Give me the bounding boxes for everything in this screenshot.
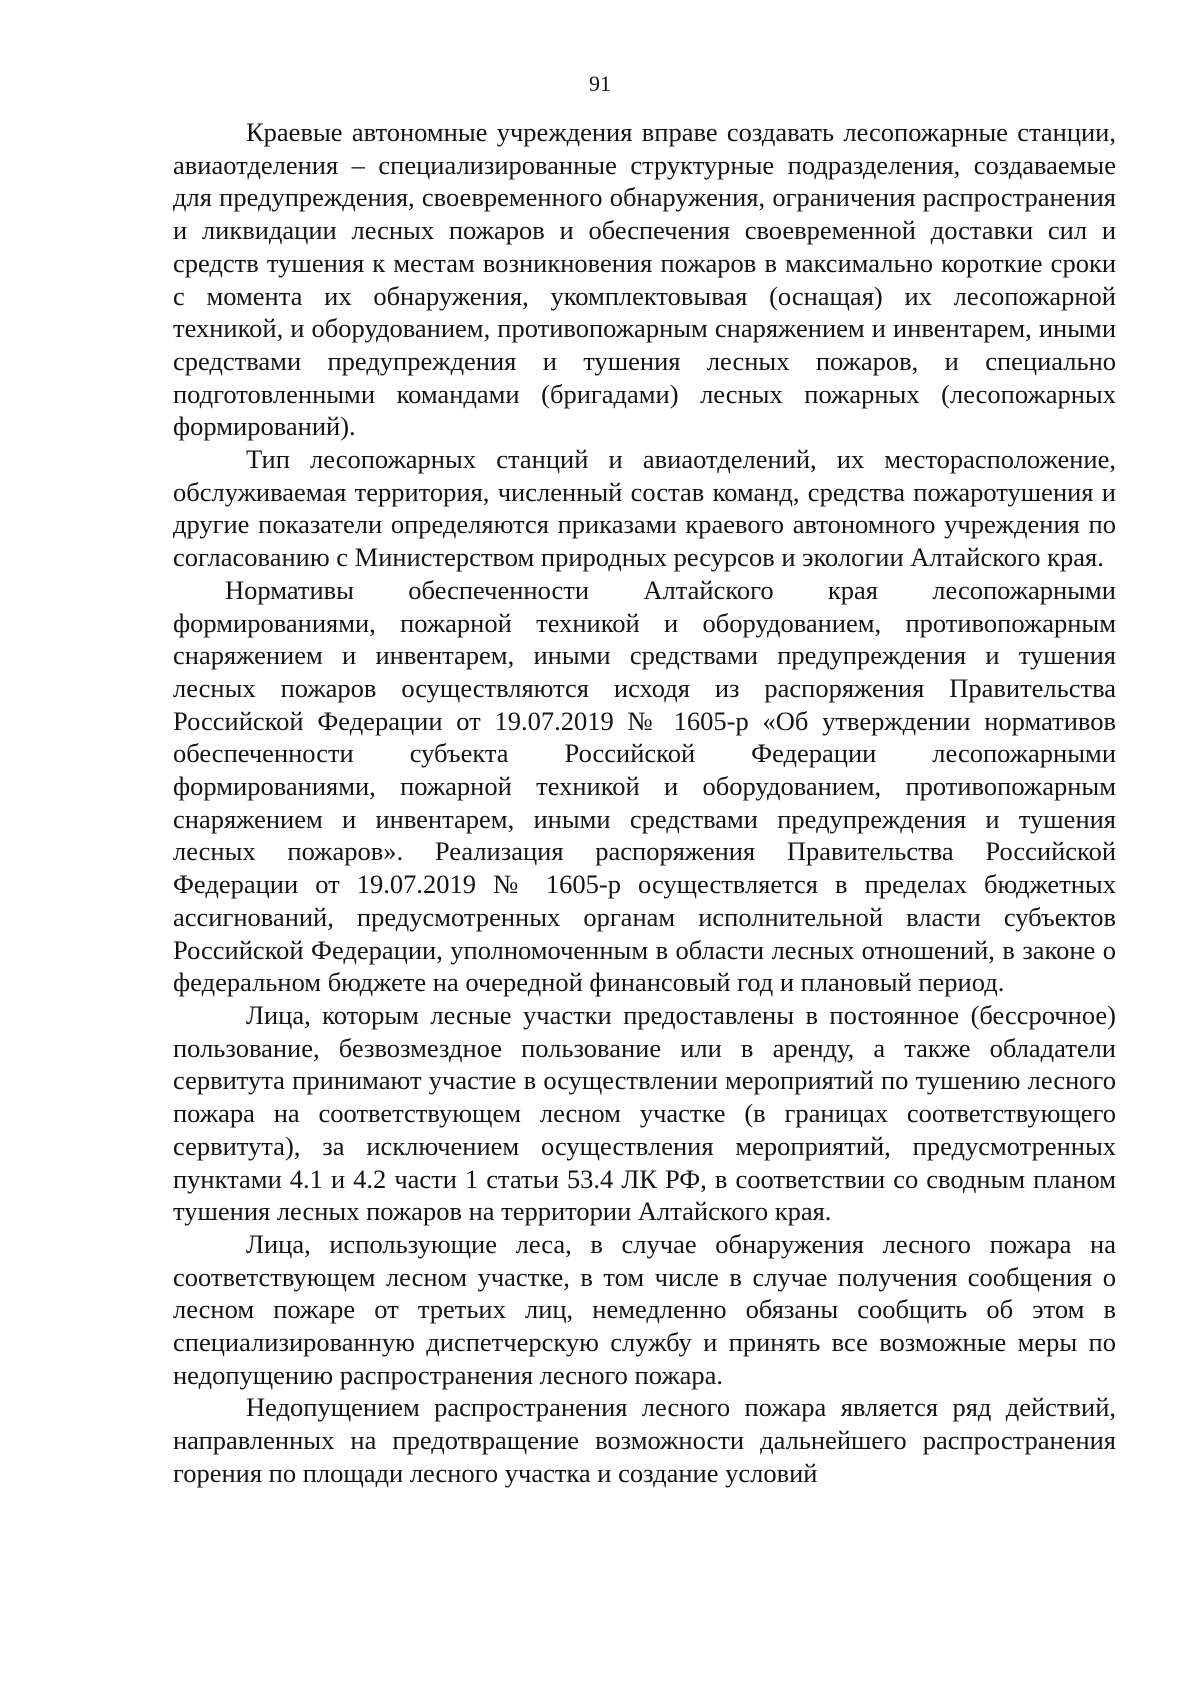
paragraph-station-types: Тип лесопожарных станций и авиаотделений, их месторасположение, обслуживаемая территория, численный состав команд, средства пожаротушения и другие показатели определяются приказами краевого автономного учреждения по согласованию с Министерством природных ресурсов и экологии Алтайского края. xyxy=(173,444,1116,573)
paragraph-provision-standards: Нормативы обеспеченности Алтайского края лесопожарными формированиями, пожарной техникой и оборудованием, противопожарным снаряжением и инвентарем, иными средствами предупреждения и тушения лесных пожаров осуществляются исходя из распоряжения Правительства Российской Федерации от 19.07.2019 № 1605-р «Об утверждении нормативов обеспеченности субъекта Российской Федерации лесопожарными формированиями, пожарной техникой и оборудованием, противопожарным снаряжением и инвентарем, иными средствами предупреждения и тушения лесных пожаров». Реализация распоряжения Правительства Российской Федерации от 19.07.2019 № 1605-р осуществляется в пределах бюджетных ассигнований, предусмотренных органам исполнительной власти субъектов Российской Федерации, уполномоченным в области лесных отношений, в законе о федеральном бюджете на очередной финансовый год и плановый период. xyxy=(173,574,1116,998)
paragraph-lease-holders-participation: Лица, которым лесные участки предоставлены в постоянное (бессрочное) пользование, безвозмездное пользование или в аренду, а также обладатели сервитута принимают участие в осуществлении мероприятий по тушению лесного пожара на соответствующем лесном участке (в границах соответствующего сервитута), за исключением осуществления мероприятий, предусмотренных пунктами 4.1 и 4.2 части 1 статьи 53.4 ЛК РФ, в соответствии со сводным планом тушения лесных пожаров на территории Алтайского края. xyxy=(173,999,1116,1227)
paragraph-forest-users-obligations: Лица, использующие леса, в случае обнаружения лесного пожара на соответствующем лесном участке, в том числе в случае получения сообщения о лесном пожаре от третьих лиц, немедленно обязаны сообщить об этом в специализированную диспетчерскую службу и принять все возможные меры по недопущению распространения лесного пожара. xyxy=(173,1228,1116,1390)
document-body xyxy=(173,116,1116,1490)
paragraph-forest-fire-stations: Краевые автономные учреждения вправе создавать лесопожарные станции, авиаотделения – специализированные структурные подразделения, создаваемые для предупреждения, своевременного обнаружения, ограничения распространения и ликвидации лесных пожаров и обеспечения своевременной доставки сил и средств тушения к местам возникновения пожаров в максимально короткие сроки с момента их обнаружения, укомплектовывая (оснащая) их лесопожарной техникой, и оборудованием, противопожарным снаряжением и инвентарем, иными средствами предупреждения и тушения лесных пожаров, и специально подготовленными командами (бригадами) лесных пожарных (лесопожарных формирований). xyxy=(173,117,1116,442)
paragraph-spread-prevention: Недопущением распространения лесного пожара является ряд действий, направленных на предотвращение возможности дальнейшего распространения горения по площади лесного участка и создание условий xyxy=(173,1392,1116,1488)
page-number: 91 xyxy=(589,71,611,96)
